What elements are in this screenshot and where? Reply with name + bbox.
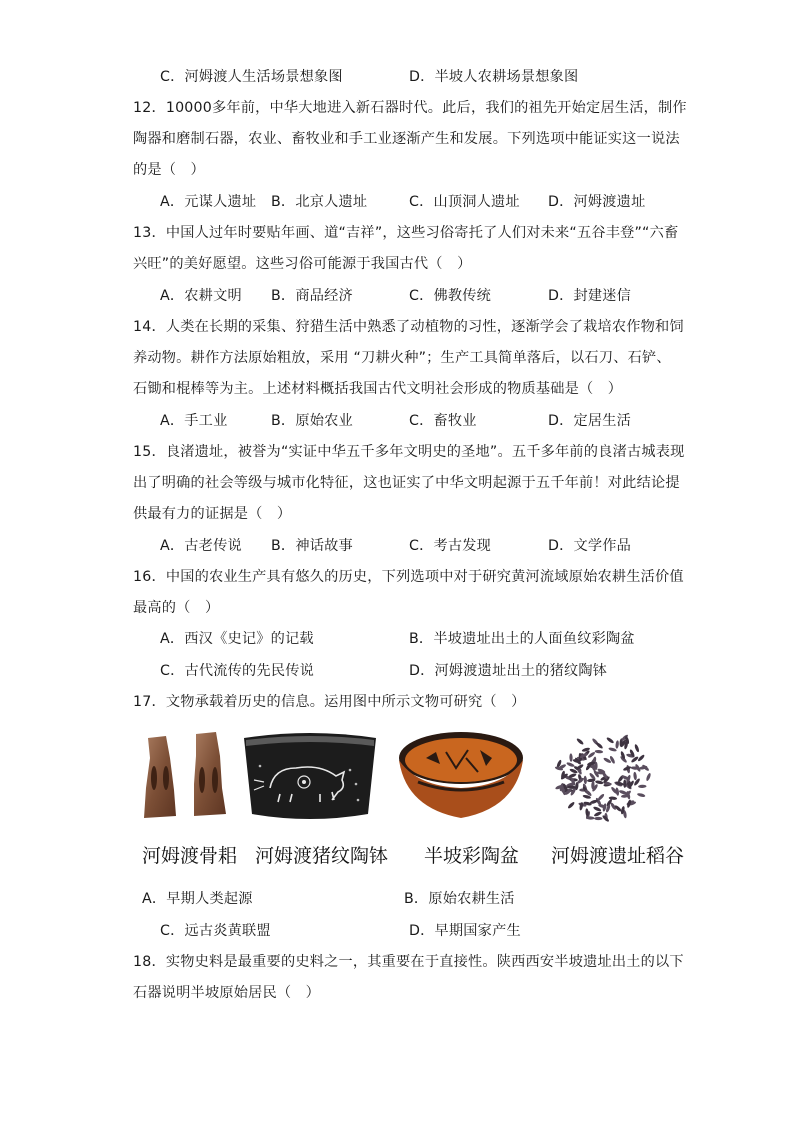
q14-stem-line-1: 14．人类在长期的采集、狩猎生活中熟悉了动植物的习性，逐渐学会了栽培农作物和饲 bbox=[133, 319, 684, 335]
q12-option-c: C．山顶洞人遗址 bbox=[409, 194, 520, 210]
q16-option-b: B．半坡遗址出土的人面鱼纹彩陶盆 bbox=[409, 631, 635, 647]
q16-option-d: D．河姆渡遗址出土的猪纹陶钵 bbox=[409, 663, 608, 679]
caption-pig-bowl: 河姆渡猪纹陶钵 bbox=[255, 845, 389, 867]
q16-option-c: C．古代流传的先民传说 bbox=[160, 663, 314, 679]
q13-option-d: D．封建迷信 bbox=[548, 288, 632, 304]
q15-option-d: D．文学作品 bbox=[548, 538, 632, 554]
q13-option-a: A．农耕文明 bbox=[160, 288, 242, 304]
q12-option-b: B．北京人遗址 bbox=[271, 194, 368, 210]
q16-stem-line-2: 最高的（ ） bbox=[133, 600, 220, 616]
q14-option-c: C．畜牧业 bbox=[409, 413, 477, 429]
q13-stem-line-1: 13．中国人过年时要贴年画、道“吉祥”，这些习俗寄托了人们对未来“五谷丰登”“六畜 bbox=[133, 225, 679, 241]
q17-option-b: B．原始农耕生活 bbox=[404, 891, 515, 907]
q12-option-d: D．河姆渡遗址 bbox=[548, 194, 646, 210]
q11-option-c: C．河姆渡人生活场景想象图 bbox=[160, 69, 343, 85]
q13-option-c: C．佛教传统 bbox=[409, 288, 492, 304]
q14-option-a: A．手工业 bbox=[160, 413, 228, 429]
caption-rice-grains: 河姆渡遗址稻谷 bbox=[551, 845, 685, 867]
rice-grains-image bbox=[546, 726, 660, 826]
painted-basin-image bbox=[396, 728, 526, 824]
q12-stem-line-3: 的是（ ） bbox=[133, 162, 205, 178]
q12-stem-line-1: 12．10000多年前，中华大地进入新石器时代。此后，我们的祖先开始定居生活，制作 bbox=[133, 100, 687, 116]
q17-stem-line-1: 17．文物承载着历史的信息。运用图中所示文物可研究（ ） bbox=[133, 694, 526, 710]
q12-stem-line-2: 陶器和磨制石器，农业、畜牧业和手工业逐渐产生和发展。下列选项中能证实这一说法 bbox=[133, 131, 680, 147]
q14-stem-line-3: 石锄和棍棒等为主。上述材料概括我国古代文明社会形成的物质基础是（ ） bbox=[133, 381, 623, 397]
q15-stem-line-1: 15．良渚遗址，被誉为“实证中华五千多年文明史的圣地”。五千多年前的良渚古城表现 bbox=[133, 444, 685, 460]
q13-stem-line-2: 兴旺”的美好愿望。这些习俗可能源于我国古代（ ） bbox=[133, 256, 472, 272]
q15-option-a: A．古老传说 bbox=[160, 538, 242, 554]
q18-stem-line-1: 18．实物史料是最重要的史料之一，其重要在于直接性。陕西西安半坡遗址出土的以下 bbox=[133, 954, 684, 970]
q17-option-d: D．早期国家产生 bbox=[409, 923, 521, 939]
q11-option-d: D．半坡人农耕场景想象图 bbox=[409, 69, 579, 85]
q18-stem-line-2: 石器说明半坡原始居民（ ） bbox=[133, 985, 321, 1001]
q17-option-c: C．远古炎黄联盟 bbox=[160, 923, 271, 939]
q15-option-b: B．神话故事 bbox=[271, 538, 353, 554]
q15-option-c: C．考古发现 bbox=[409, 538, 492, 554]
q14-option-b: B．原始农业 bbox=[271, 413, 353, 429]
q12-option-a: A．元谋人遗址 bbox=[160, 194, 257, 210]
q15-stem-line-2: 出了明确的社会等级与城市化特征，这也证实了中华文明起源于五千年前！对此结论提 bbox=[133, 475, 680, 491]
q14-option-d: D．定居生活 bbox=[548, 413, 632, 429]
caption-bone-spade: 河姆渡骨耜 bbox=[142, 845, 238, 867]
q16-option-a: A．西汉《史记》的记载 bbox=[160, 631, 314, 647]
bone-spade-image bbox=[136, 728, 236, 823]
pig-pattern-bowl-image bbox=[240, 730, 380, 822]
q13-option-b: B．商品经济 bbox=[271, 288, 353, 304]
q17-option-a: A．早期人类起源 bbox=[142, 891, 253, 907]
q15-stem-line-3: 供最有力的证据是（ ） bbox=[133, 506, 292, 522]
q16-stem-line-1: 16．中国的农业生产具有悠久的历史，下列选项中对于研究黄河流域原始农耕生活价值 bbox=[133, 569, 684, 585]
caption-painted-basin: 半坡彩陶盆 bbox=[424, 845, 520, 867]
q14-stem-line-2: 养动物。耕作方法原始粗放，采用 “刀耕火种”；生产工具简单落后，以石刀、石铲、 bbox=[133, 350, 671, 366]
